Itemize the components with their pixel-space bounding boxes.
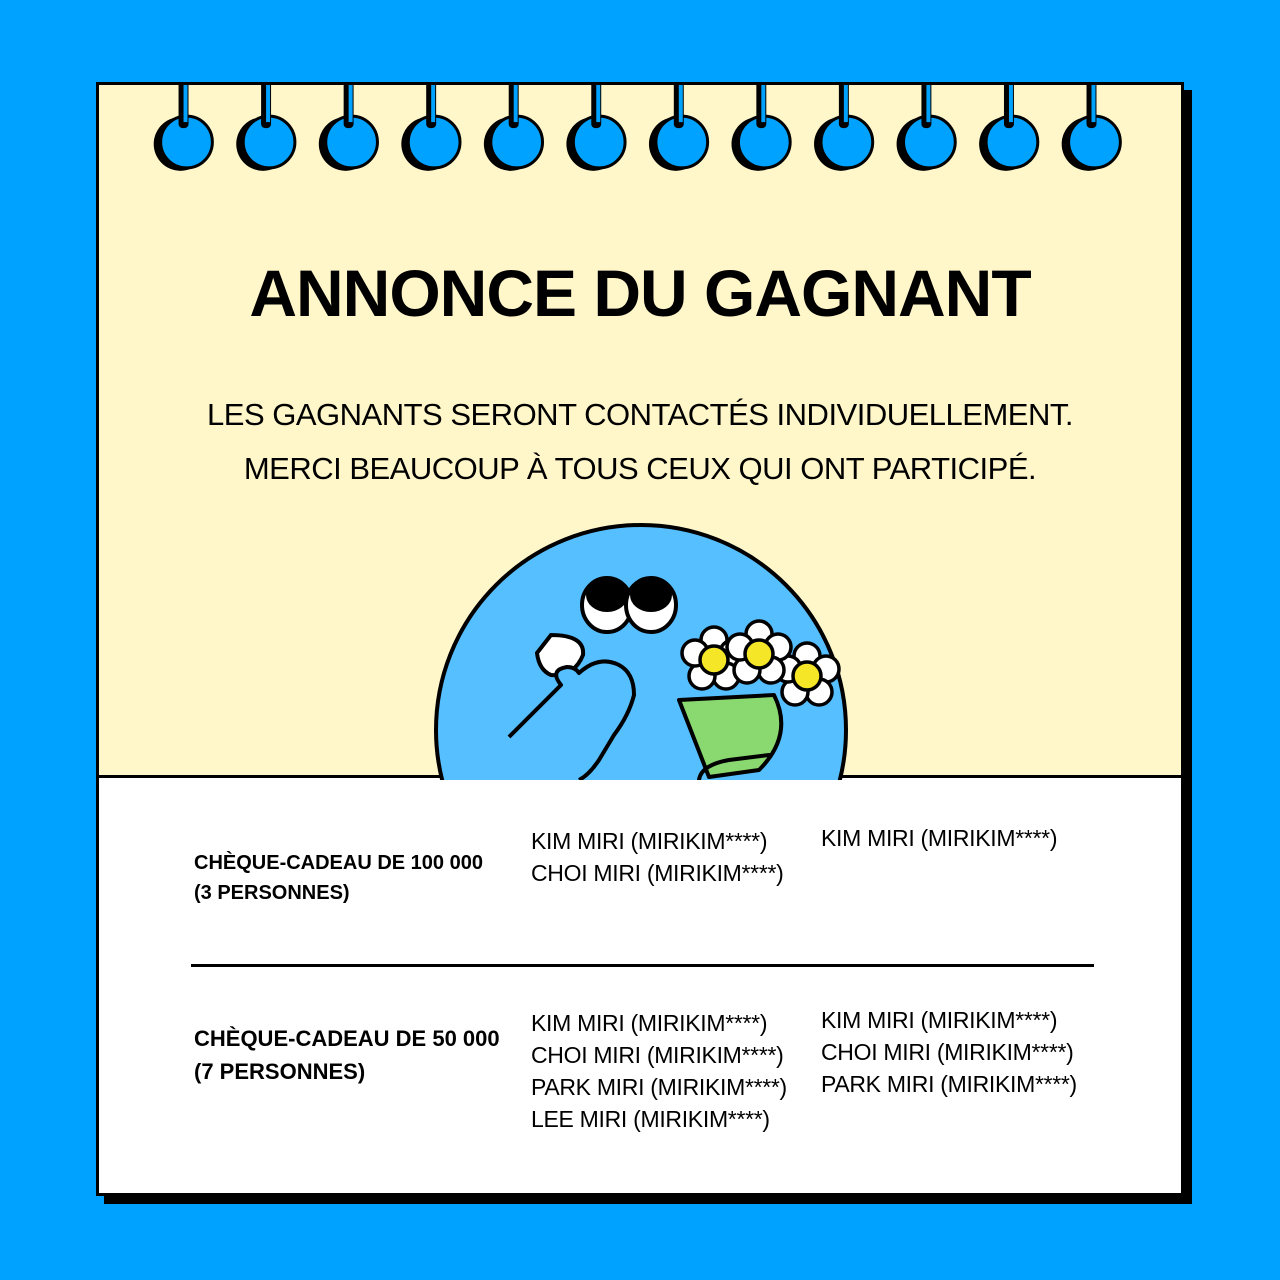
binding-ring-icon: [401, 85, 460, 171]
binding-ring-icon: [484, 85, 543, 171]
winner-name: CHOI MIRI (MIRIKIM****): [531, 1042, 784, 1068]
winner-name: PARK MIRI (MIRIKIM****): [531, 1074, 787, 1100]
binding-ring-icon: [319, 85, 378, 171]
binding-ring-icon: [897, 85, 956, 171]
winners-column-1: [531, 825, 784, 889]
binding-ring-icon: [814, 85, 873, 171]
prize-label-100000: [194, 848, 483, 908]
winner-name: PARK MIRI (MIRIKIM****): [821, 1071, 1077, 1097]
binding-ring-icon: [236, 85, 295, 171]
winner-name: KIM MIRI (MIRIKIM****): [531, 1010, 768, 1036]
mascot-with-bouquet-icon: [429, 515, 849, 780]
page-title: ANNONCE DU GAGNANT: [249, 256, 1031, 330]
binding-ring-icon: [154, 85, 213, 171]
winner-name: KIM MIRI (MIRIKIM****): [821, 1007, 1058, 1033]
winners-column-1: [531, 1007, 787, 1135]
binding-ring-icon: [649, 85, 708, 171]
prize-label-50000: [194, 1022, 500, 1088]
winner-name: KIM MIRI (MIRIKIM****): [821, 825, 1058, 851]
divider: [191, 964, 1094, 967]
binding-ring-icon: [731, 85, 790, 171]
winner-name: CHOI MIRI (MIRIKIM****): [531, 860, 784, 886]
winners-column-2: [821, 822, 1057, 854]
subtitle-line-1: LES GAGNANTS SERONT CONTACTÉS INDIVIDUELLEMENT.: [207, 397, 1073, 432]
winner-name: CHOI MIRI (MIRIKIM****): [821, 1039, 1074, 1065]
winner-name: LEE MIRI (MIRIKIM****): [531, 1106, 770, 1132]
subtitle: [99, 388, 1181, 496]
prize-label-line: (3 PERSONNES): [194, 882, 350, 904]
winners-column-2: [821, 1004, 1077, 1100]
notepad-card: [96, 82, 1184, 1196]
prize-label-line: CHÈQUE-CADEAU DE 50 000: [194, 1026, 500, 1051]
binding-ring-icon: [1062, 85, 1121, 171]
announcement-panel: [99, 85, 1181, 778]
binding-ring-icon: [979, 85, 1038, 171]
binding-ring-icon: [566, 85, 625, 171]
subtitle-line-2: MERCI BEAUCOUP À TOUS CEUX QUI ONT PARTICIPÉ.: [243, 451, 1037, 486]
winner-name: KIM MIRI (MIRIKIM****): [531, 828, 768, 854]
prize-label-line: CHÈQUE-CADEAU DE 100 000: [194, 852, 483, 874]
prize-label-line: (7 PERSONNES): [194, 1059, 366, 1084]
spiral-binding-icon: [99, 85, 1181, 195]
